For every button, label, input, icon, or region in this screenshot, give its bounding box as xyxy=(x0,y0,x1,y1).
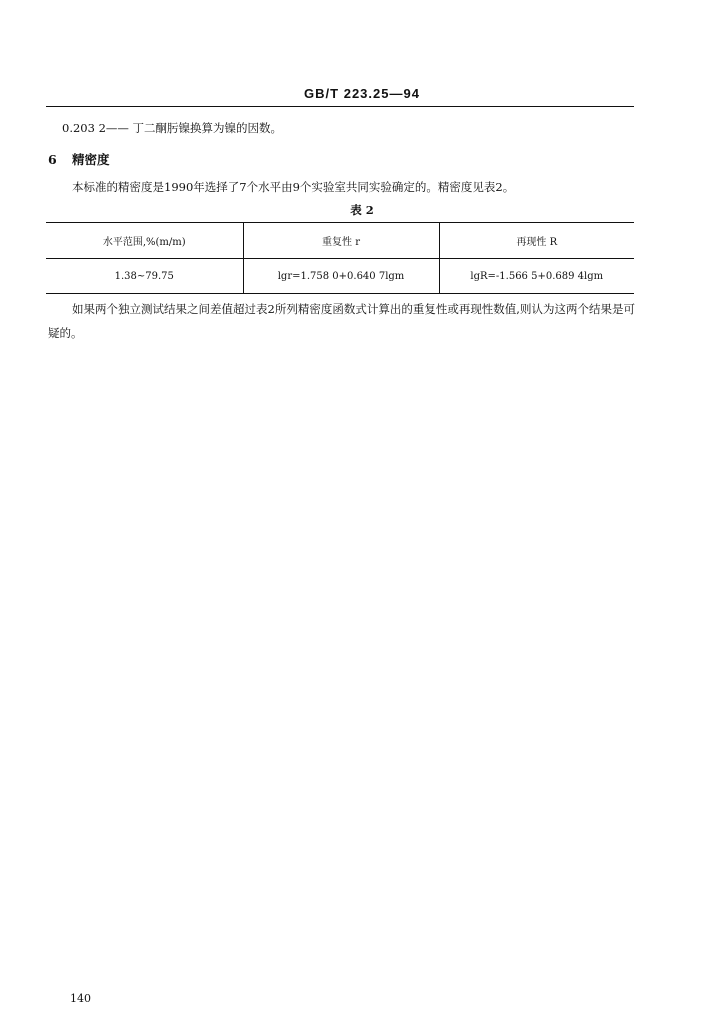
table-header-row xyxy=(46,223,634,259)
standard-code-header: GB/T 223.25—94 xyxy=(304,86,420,101)
cell-reproducibility: lgR=-1.566 5+0.689 4lgm xyxy=(439,259,634,294)
cell-repeatability: lgr=1.758 0+0.640 7lgm xyxy=(243,259,439,294)
closing-paragraph: 如果两个独立测试结果之间差值超过表2所列精密度函数式计算出的重复性或再现性数值,则认为这两个结果是可疑的。 xyxy=(48,302,635,340)
header-level-range: 水平范围,%(m/m) xyxy=(102,237,186,248)
precision-table xyxy=(46,222,634,294)
table-row xyxy=(46,259,634,294)
cell-level-range: 1.38~79.75 xyxy=(114,270,174,282)
table-caption: 表 2 xyxy=(350,203,374,217)
header-reproducibility: 再现性 R xyxy=(439,223,634,259)
page-number: 140 xyxy=(70,992,91,1005)
header-rule xyxy=(46,106,634,107)
precision-paragraph: 本标准的精密度是1990年选择了7个水平由9个实验室共同实验确定的。精密度见表2。 xyxy=(72,180,515,194)
section-number: 6 xyxy=(48,152,57,167)
factor-note: 0.203 2—— 丁二酮肟镍换算为镍的因数。 xyxy=(62,121,283,135)
section-heading xyxy=(48,150,110,168)
header-repeatability: 重复性 r xyxy=(243,223,439,259)
section-title: 精密度 xyxy=(72,152,110,167)
